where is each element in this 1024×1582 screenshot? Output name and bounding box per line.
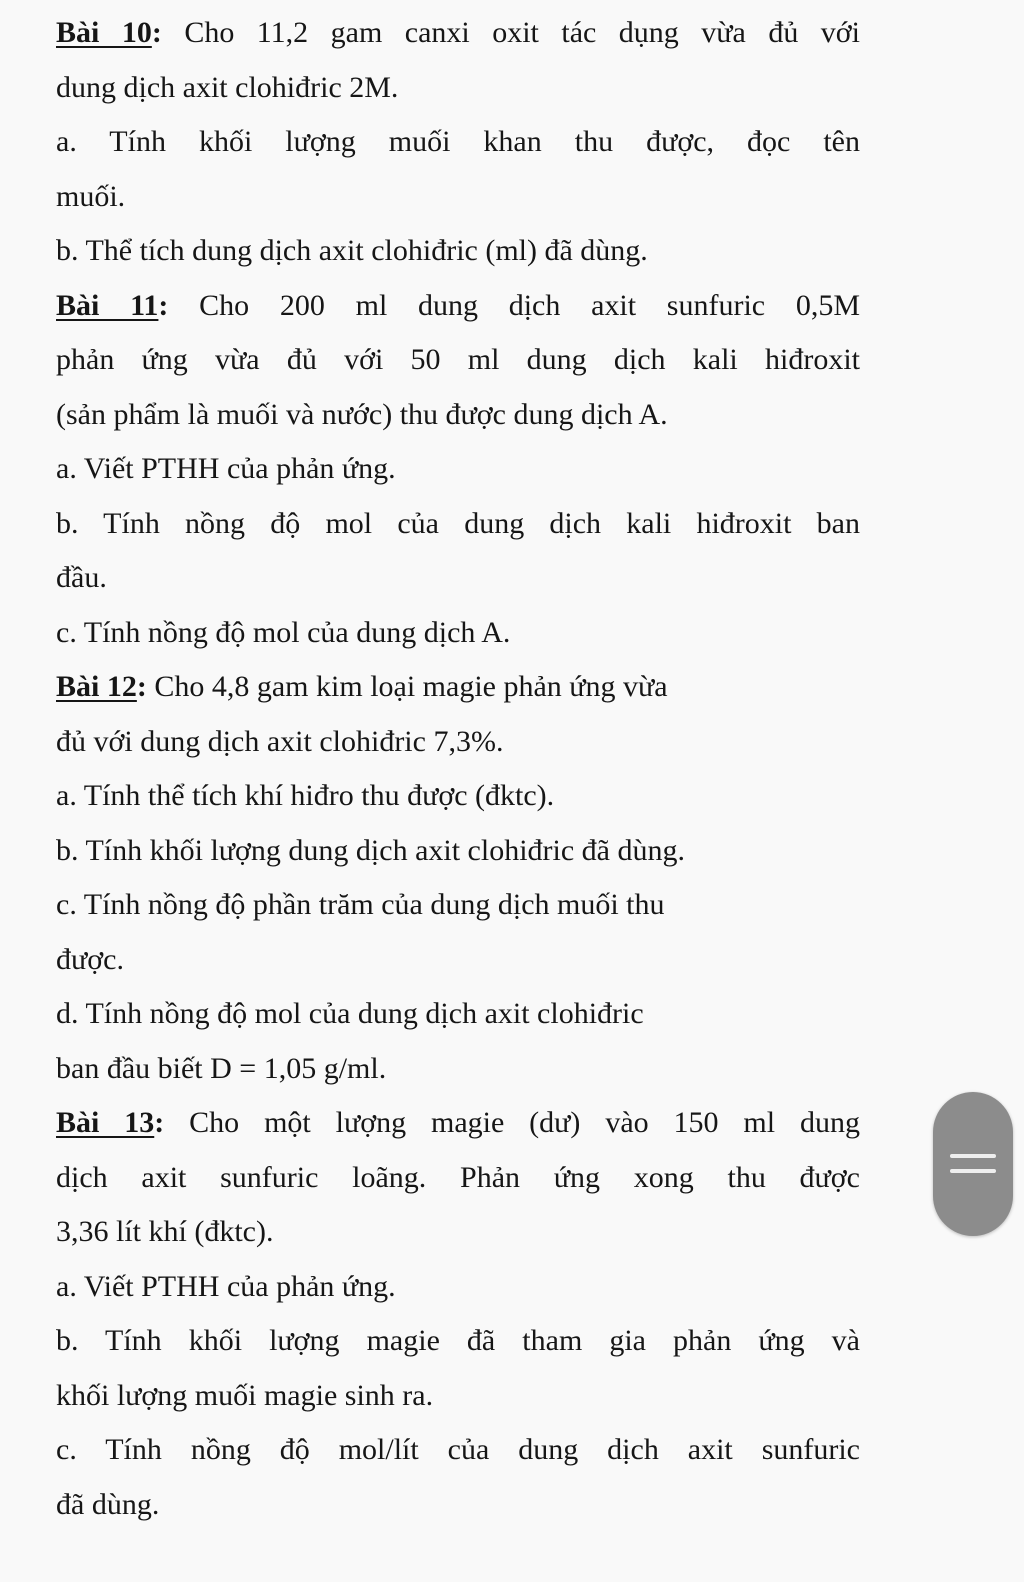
question-line: muối. [56, 179, 126, 213]
heading-colon: : [154, 1106, 165, 1139]
exercise-heading: Bài 12 [56, 670, 137, 703]
question-line: c. Tính nồng độ phần trăm của dung dịch muối thu [56, 888, 665, 921]
document-body [56, 6, 860, 1532]
question-line: a. Tính khối lượng muối khan thu được, đọc tên [56, 125, 860, 158]
scroll-handle[interactable] [933, 1092, 1013, 1236]
exercise-heading: Bài 13 [56, 1106, 155, 1139]
exercise-text: Cho 11,2 gam canxi oxit tác dụng vừa đủ với [184, 16, 860, 49]
heading-colon: : [158, 288, 169, 322]
exercise-text: Cho một lượng magie (dư) vào 150 ml dung [189, 1106, 860, 1139]
heading-colon: : [151, 16, 162, 49]
heading-colon: : [136, 670, 147, 703]
exercise-text: Cho 200 ml dung dịch axit sunfuric 0,5M [199, 288, 861, 322]
grip-line-icon [950, 1169, 996, 1173]
question-line: a. Tính thể tích khí hiđro thu được (đktc). [56, 779, 555, 812]
exercise-line: đủ với dung dịch axit clohiđric 7,3%. [56, 724, 504, 758]
question-line: b. Tính nồng độ mol của dung dịch kali hiđroxit ban [56, 506, 860, 540]
exercise-line: dịch axit sunfuric loãng. Phản ứng xong thu được [56, 1160, 860, 1194]
exercise-line [56, 6, 860, 61]
question-line: b. Thể tích dung dịch axit clohiđric (ml) đã dùng. [56, 234, 648, 267]
question-line: a. Viết PTHH của phản ứng. [56, 452, 396, 485]
question-line: được. [56, 942, 124, 976]
question-line: đã dùng. [56, 1487, 160, 1521]
grip-line-icon [950, 1154, 996, 1158]
exercise-line [56, 660, 860, 715]
exercise-line: phản ứng vừa đủ với 50 ml dung dịch kali hiđroxit [56, 343, 860, 376]
question-line: d. Tính nồng độ mol của dung dịch axit clohiđric [56, 997, 644, 1030]
exercise-text: Cho 4,8 gam kim loại magie phản ứng vừa [154, 670, 668, 703]
question-line: b. Tính khối lượng dung dịch axit clohiđric đã dùng. [56, 833, 685, 867]
exercise-line: dung dịch axit clohiđric 2M. [56, 70, 399, 104]
question-line: b. Tính khối lượng magie đã tham gia phản ứng và [56, 1324, 860, 1357]
exercise-line [56, 279, 860, 334]
question-line: c. Tính nồng độ mol/lít của dung dịch axit sunfuric [56, 1433, 860, 1466]
question-line: khối lượng muối magie sinh ra. [56, 1378, 434, 1412]
question-line: a. Viết PTHH của phản ứng. [56, 1269, 396, 1303]
question-line: đầu. [56, 561, 107, 594]
question-line: c. Tính nồng độ mol của dung dịch A. [56, 615, 511, 649]
exercise-heading: Bài 10 [56, 16, 152, 49]
exercise-heading: Bài 11 [56, 288, 159, 322]
exercise-line: 3,36 lít khí (đktc). [56, 1215, 274, 1248]
exercise-line [56, 1096, 860, 1151]
question-line: ban đầu biết D = 1,05 g/ml. [56, 1051, 387, 1085]
exercise-line: (sản phẩm là muối và nước) thu được dung dịch A. [56, 397, 668, 431]
